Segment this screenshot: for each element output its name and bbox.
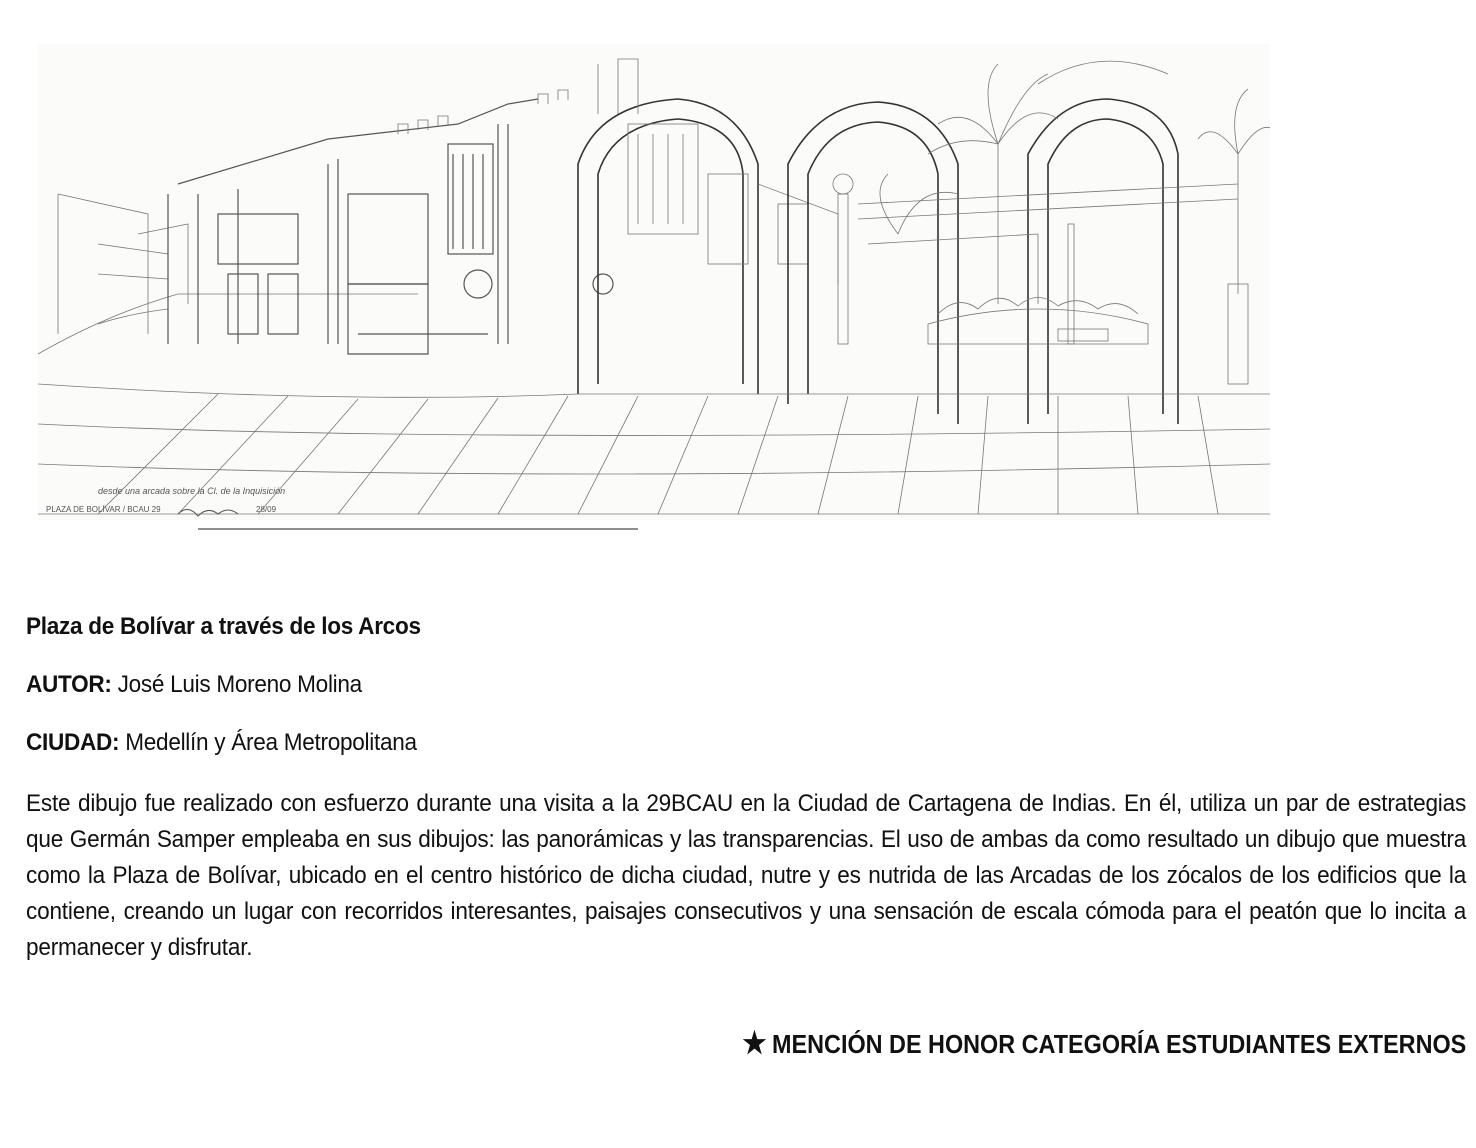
author-label: AUTOR: — [26, 671, 112, 698]
sketch-note-date: 28/09 — [256, 505, 277, 514]
sketch-note-line2: PLAZA DE BOLÍVAR / BCAU 29 — [46, 505, 161, 514]
sketch-note-line1: desde una arcada sobre la Cl. de la Inquisición — [98, 486, 286, 496]
author-line — [26, 670, 1380, 700]
author-name: José Luis Moreno Molina — [117, 671, 362, 698]
award-text: MENCIÓN DE HONOR CATEGORÍA ESTUDIANTES EXTERNOS — [771, 1029, 1466, 1059]
city-name: Medellín y Área Metropolitana — [125, 729, 417, 756]
city-line — [26, 728, 1380, 758]
artwork-title: Plaza de Bolívar a través de los Arcos — [26, 613, 421, 640]
description-paragraph: Este dibujo fue realizado con esfuerzo durante una visita a la 29BCAU en la Ciudad de Cartagena de Indias. En él, utiliza un par de estrategias que Germán Samper empleaba en sus dibujos: las panorámicas y las transparencias. El uso de ambas da como resultado un dibujo que muestra como la Plaza de Bolívar, ubicado en el centro histórico de dicha ciudad, nutre y es nutrida de las Arcadas de los zócalos de los edificios que la contiene, creando un lugar con recorridos interesantes, paisajes consecutivos y una sensación de escala cómoda para el peatón que lo incita a permanecer y disfrutar. — [26, 790, 1467, 961]
star-icon: ★ — [742, 1027, 767, 1060]
award-line — [742, 1026, 1466, 1061]
city-label: CIUDAD: — [26, 729, 120, 756]
panorama-sketch-drawing — [38, 44, 1270, 530]
